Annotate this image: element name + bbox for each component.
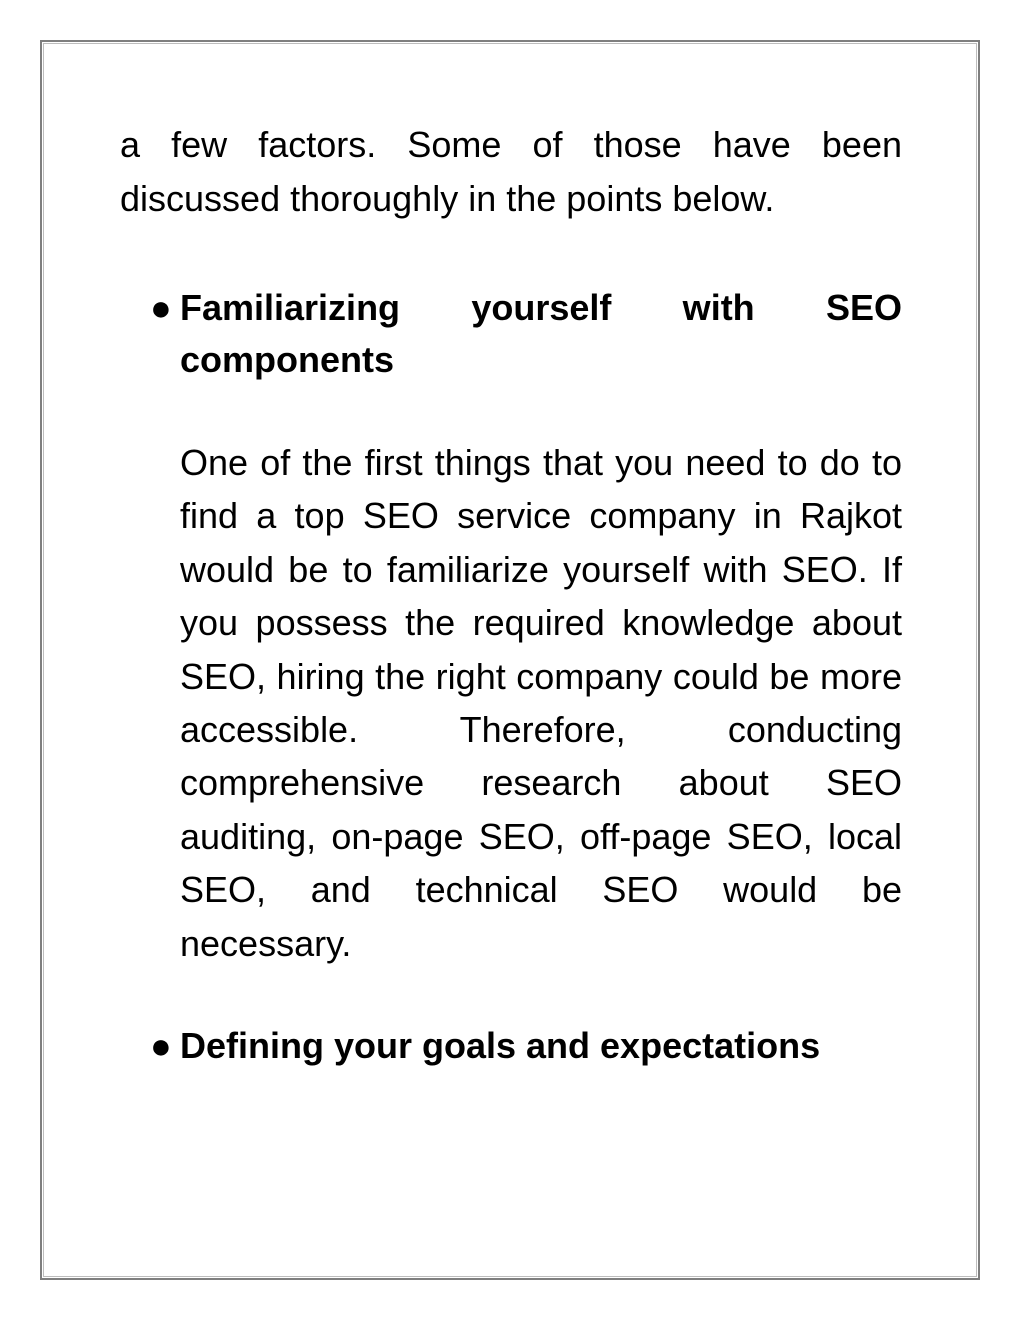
intro-paragraph: a few factors. Some of those have been discussed thoroughly in the points below. — [120, 124, 902, 219]
bullet-body-paragraph: One of the first things that you need to do to find a top SEO service company in Rajkot would be to familiarize yourself with SEO. If you possess the required knowledge about SEO, hiring the right company could be more accessible. Therefore, conducting comprehensive research about SEO auditing, on-page SEO, off-page SEO, local SEO, and technical SEO would be necessary. — [180, 442, 902, 964]
bullet-heading: Defining your goals and expectations — [180, 1025, 821, 1066]
bullet-icon: ● — [150, 1025, 172, 1066]
bullet-heading: Familiarizing yourself with SEO components — [180, 287, 902, 380]
bullet-item-seo-components — [150, 282, 902, 386]
bullet-item-goals — [150, 1020, 902, 1072]
bullet-icon: ● — [150, 287, 172, 328]
